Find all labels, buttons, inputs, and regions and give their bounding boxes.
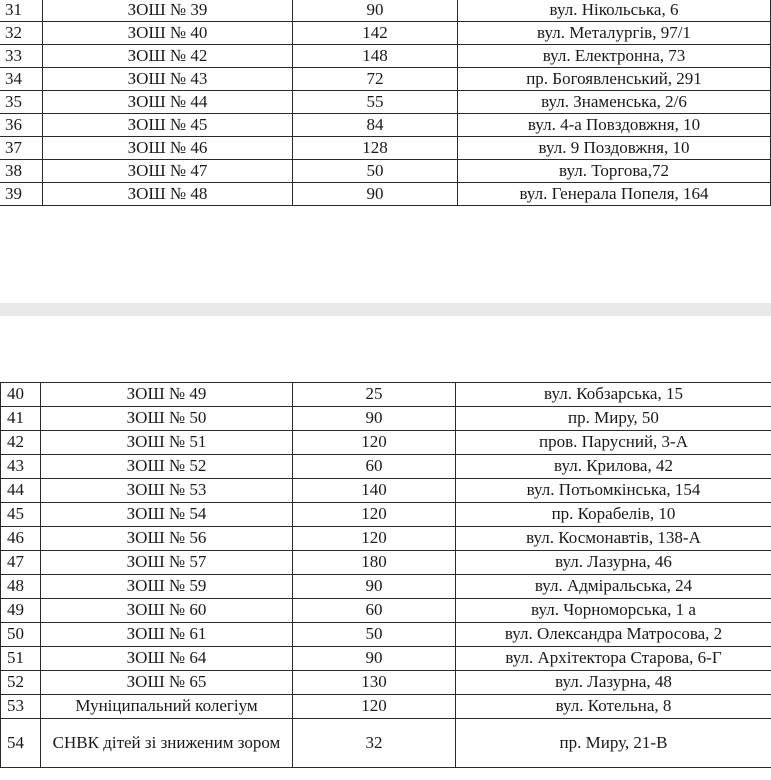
row-number: 53 (1, 695, 41, 719)
school-name: СНВК дітей зі зниженим зором (41, 719, 293, 768)
table-row (1, 647, 771, 671)
row-number: 40 (1, 383, 41, 407)
table-row (0, 183, 771, 206)
school-name: ЗОШ № 59 (41, 575, 293, 599)
table-row (1, 599, 771, 623)
table-row (0, 45, 771, 68)
table-row (1, 455, 771, 479)
school-name: ЗОШ № 52 (41, 455, 293, 479)
page-break (0, 303, 771, 316)
student-count: 72 (293, 68, 458, 91)
table-body (1, 383, 771, 768)
table-row (1, 503, 771, 527)
student-count: 148 (293, 45, 458, 68)
table-row (0, 0, 771, 22)
school-name: ЗОШ № 49 (41, 383, 293, 407)
school-address: вул. Котельна, 8 (456, 695, 771, 719)
school-name: ЗОШ № 44 (43, 91, 293, 114)
school-name: ЗОШ № 39 (43, 0, 293, 22)
row-number: 32 (0, 22, 43, 45)
school-address: вул. Космонавтів, 138-А (456, 527, 771, 551)
school-name: ЗОШ № 42 (43, 45, 293, 68)
student-count: 84 (293, 114, 458, 137)
table-row (1, 719, 771, 768)
row-number: 35 (0, 91, 43, 114)
row-number: 45 (1, 503, 41, 527)
school-address: вул. Лазурна, 48 (456, 671, 771, 695)
school-name: ЗОШ № 50 (41, 407, 293, 431)
school-name: ЗОШ № 53 (41, 479, 293, 503)
school-name: ЗОШ № 40 (43, 22, 293, 45)
row-number: 31 (0, 0, 43, 22)
row-number: 41 (1, 407, 41, 431)
table-row (0, 22, 771, 45)
student-count: 120 (293, 695, 456, 719)
student-count: 90 (293, 647, 456, 671)
student-count: 180 (293, 551, 456, 575)
row-number: 47 (1, 551, 41, 575)
row-number: 42 (1, 431, 41, 455)
student-count: 140 (293, 479, 456, 503)
student-count: 90 (293, 183, 458, 206)
school-name: ЗОШ № 48 (43, 183, 293, 206)
school-name: ЗОШ № 64 (41, 647, 293, 671)
student-count: 60 (293, 455, 456, 479)
row-number: 34 (0, 68, 43, 91)
school-name: ЗОШ № 54 (41, 503, 293, 527)
row-number: 36 (0, 114, 43, 137)
school-address: вул. Архітектора Старова, 6-Г (456, 647, 771, 671)
row-number: 52 (1, 671, 41, 695)
student-count: 50 (293, 160, 458, 183)
school-address: вул. Нікольська, 6 (458, 0, 771, 22)
schools-table-part-2 (0, 382, 771, 768)
table-row (1, 431, 771, 455)
student-count: 120 (293, 527, 456, 551)
student-count: 90 (293, 407, 456, 431)
school-name: ЗОШ № 61 (41, 623, 293, 647)
student-count: 50 (293, 623, 456, 647)
table-row (0, 114, 771, 137)
school-address: вул. Потьомкінська, 154 (456, 479, 771, 503)
table-row (0, 160, 771, 183)
student-count: 130 (293, 671, 456, 695)
school-address: пр. Миру, 50 (456, 407, 771, 431)
student-count: 90 (293, 575, 456, 599)
student-count: 120 (293, 503, 456, 527)
table-row (1, 551, 771, 575)
school-address: вул. Кобзарська, 15 (456, 383, 771, 407)
row-number: 33 (0, 45, 43, 68)
student-count: 55 (293, 91, 458, 114)
school-address: вул. Лазурна, 46 (456, 551, 771, 575)
school-name: Муніципальний колегіум (41, 695, 293, 719)
row-number: 38 (0, 160, 43, 183)
school-name: ЗОШ № 56 (41, 527, 293, 551)
student-count: 32 (293, 719, 456, 768)
student-count: 90 (293, 0, 458, 22)
table-row (0, 137, 771, 160)
table-row (1, 671, 771, 695)
school-address: вул. Металургів, 97/1 (458, 22, 771, 45)
school-name: ЗОШ № 60 (41, 599, 293, 623)
table-row (1, 383, 771, 407)
student-count: 142 (293, 22, 458, 45)
school-address: пр. Богоявленський, 291 (458, 68, 771, 91)
table-row (1, 479, 771, 503)
table-row (0, 91, 771, 114)
school-name: ЗОШ № 43 (43, 68, 293, 91)
row-number: 48 (1, 575, 41, 599)
school-address: вул. Олександра Матросова, 2 (456, 623, 771, 647)
row-number: 39 (0, 183, 43, 206)
school-address: пр. Миру, 21-В (456, 719, 771, 768)
school-address: пр. Корабелів, 10 (456, 503, 771, 527)
school-address: вул. 9 Поздовжня, 10 (458, 137, 771, 160)
school-name: ЗОШ № 45 (43, 114, 293, 137)
school-name: ЗОШ № 57 (41, 551, 293, 575)
school-address: вул. Крилова, 42 (456, 455, 771, 479)
row-number: 46 (1, 527, 41, 551)
table-row (1, 575, 771, 599)
row-number: 49 (1, 599, 41, 623)
table-body (0, 0, 771, 206)
table-row (0, 68, 771, 91)
school-address: вул. Електронна, 73 (458, 45, 771, 68)
table-row (1, 407, 771, 431)
school-address: вул. Чорноморська, 1 а (456, 599, 771, 623)
school-address: вул. Адміральська, 24 (456, 575, 771, 599)
row-number: 50 (1, 623, 41, 647)
school-name: ЗОШ № 47 (43, 160, 293, 183)
row-number: 54 (1, 719, 41, 768)
row-number: 43 (1, 455, 41, 479)
school-address: пров. Парусний, 3-А (456, 431, 771, 455)
table-row (1, 623, 771, 647)
table-row (1, 695, 771, 719)
school-name: ЗОШ № 65 (41, 671, 293, 695)
table-row (1, 527, 771, 551)
row-number: 51 (1, 647, 41, 671)
row-number: 37 (0, 137, 43, 160)
school-address: вул. Генерала Попеля, 164 (458, 183, 771, 206)
school-address: вул. Торгова,72 (458, 160, 771, 183)
schools-table-part-1 (0, 0, 771, 206)
school-name: ЗОШ № 46 (43, 137, 293, 160)
student-count: 128 (293, 137, 458, 160)
row-number: 44 (1, 479, 41, 503)
school-address: вул. 4-а Повздовжня, 10 (458, 114, 771, 137)
student-count: 120 (293, 431, 456, 455)
school-name: ЗОШ № 51 (41, 431, 293, 455)
student-count: 25 (293, 383, 456, 407)
school-address: вул. Знаменська, 2/6 (458, 91, 771, 114)
student-count: 60 (293, 599, 456, 623)
